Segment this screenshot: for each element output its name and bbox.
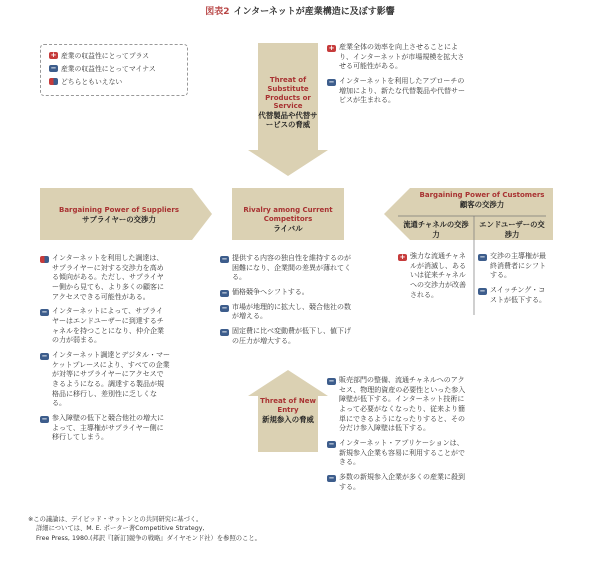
substitutes-label bbox=[258, 76, 318, 130]
figure-title-text: インターネットが産業構造に及ぼす影響 bbox=[233, 7, 395, 17]
footnote-line: Free Press, 1980.(邦訳『[新訂]競争の戦略』ダイヤモンド社）を参照のこと。 bbox=[36, 534, 261, 542]
legend-label: 産業の収益性にとってプラス bbox=[61, 52, 150, 60]
minus-icon: − bbox=[41, 414, 48, 423]
bullet-item bbox=[40, 254, 170, 302]
legend-label: どちらともいえない bbox=[61, 78, 123, 86]
plus-icon: + bbox=[399, 253, 406, 261]
plus-icon: + bbox=[50, 50, 57, 59]
minus-icon: − bbox=[479, 286, 486, 295]
bullet-text: 交渉の主導権が最終消費者にシフトする。 bbox=[490, 252, 546, 280]
bullet-item bbox=[398, 252, 472, 300]
legend-label: 産業の収益性にとってマイナス bbox=[61, 65, 156, 73]
new-entry-label bbox=[258, 397, 318, 424]
suppliers-label bbox=[44, 206, 194, 224]
bullet-item bbox=[327, 43, 467, 72]
minus-icon: − bbox=[221, 255, 228, 263]
bullet-item bbox=[220, 288, 352, 298]
bullet-item bbox=[327, 376, 467, 434]
minus-icon: − bbox=[221, 288, 228, 297]
rivalry-en: Rivalry among Current Competitors bbox=[243, 206, 333, 223]
new-entry-en: Threat of New Entry bbox=[260, 397, 316, 414]
bullet-item bbox=[40, 351, 170, 409]
new-entry-ja: 新規参入の脅威 bbox=[262, 414, 314, 424]
bullet-text: 強力な流通チャネルが消滅し、あるいは従来チャネルへの交渉力が改善される。 bbox=[410, 252, 466, 299]
plus-minus-icon bbox=[40, 256, 49, 263]
customers-ja: 顧客の交渉力 bbox=[459, 199, 505, 209]
bullet-text: 提供する内容の独自性を維持するのが困難になり、企業間の差異が薄れてくる。 bbox=[232, 254, 351, 282]
bullet-text: スイッチング・コストが低下する。 bbox=[490, 285, 546, 304]
figure-number: 図表2 bbox=[205, 7, 230, 17]
minus-icon: − bbox=[328, 377, 335, 385]
minus-icon: − bbox=[41, 308, 48, 317]
bullet-item bbox=[478, 286, 550, 305]
substitutes-en: Threat of Substitute Products or Service bbox=[265, 76, 311, 111]
customers-channel-bullets bbox=[398, 252, 472, 300]
bullet-item bbox=[220, 327, 352, 346]
minus-icon: − bbox=[221, 327, 228, 336]
minus-icon: − bbox=[328, 77, 335, 86]
minus-icon: − bbox=[328, 439, 335, 448]
bullet-text: 販売部門の整備、流通チャネルへのアクセス、物理的資産の必要性といった参入障壁が低下する。インターネット技術によって必要がなくなったり、従来より簡単にできるようになったりすると、その分だけ参入障壁は低下する。 bbox=[339, 376, 466, 433]
minus-icon: − bbox=[328, 473, 335, 482]
bullet-item bbox=[220, 254, 352, 283]
rivalry-bullets bbox=[220, 254, 352, 346]
bullet-text: インターネットによって、サプライヤーはエンドユーザーに到達するチャネルを持つことになり、仲介企業の力が弱まる。 bbox=[52, 307, 164, 345]
bullet-text: 固定費に比べ変動費が低下し、値下げの圧力が増大する。 bbox=[232, 326, 351, 345]
bullet-item bbox=[327, 473, 467, 492]
bullet-text: 産業全体の効率を向上させることにより、インターネットが市場規模を拡大させる可能性がある。 bbox=[339, 43, 465, 71]
channel-column-header: 流通チャネルの交渉力 bbox=[403, 220, 469, 239]
footnote-line: 詳細については、M. E. ポーター著Competitive Strategy, bbox=[36, 525, 205, 533]
plus-icon: + bbox=[328, 44, 335, 52]
end-user-column-header: エンドユーザーの交渉力 bbox=[479, 220, 545, 239]
bullet-text: 多数の新規参入企業が多くの産業に殺到する。 bbox=[339, 472, 465, 491]
minus-icon: − bbox=[50, 63, 57, 72]
suppliers-bullets bbox=[40, 254, 170, 443]
customers-en: Bargaining Power of Customers bbox=[419, 191, 545, 199]
bullet-item bbox=[478, 252, 550, 281]
footnote-line: ※この議論は、デイビッド・サットンとの共同研究に基づく。 bbox=[28, 516, 203, 523]
rivalry-ja: ライバル bbox=[273, 223, 303, 233]
suppliers-en: Bargaining Power of Suppliers bbox=[58, 206, 179, 214]
suppliers-ja: サプライヤーの交渉力 bbox=[82, 214, 156, 224]
footnote bbox=[28, 515, 568, 543]
bullet-item bbox=[40, 307, 170, 346]
bullet-text: 価格競争へシフトする。 bbox=[232, 287, 309, 296]
rivalry-label bbox=[232, 206, 344, 233]
bullet-text: インターネットを利用したアプローチの増加により、新たな代替製品や代替サービスが生まれる。 bbox=[339, 76, 465, 105]
new-entry-bullets bbox=[327, 376, 467, 492]
substitutes-ja: 代替製品や代替サービスの脅威 bbox=[258, 111, 318, 130]
bullet-item bbox=[220, 303, 352, 322]
substitutes-bullets bbox=[327, 43, 467, 106]
bullet-text: インターネットを利用した調達は、サプライヤーに対する交渉力を高める傾向がある。ただし、サプライヤー側から見ても、より多くの顧客にアクセスできる可能性がある。 bbox=[52, 254, 164, 301]
customers-end-user-bullets bbox=[478, 252, 550, 305]
bullet-text: 市場が地理的に拡大し、競合他社の数が増える。 bbox=[232, 302, 351, 321]
minus-icon: − bbox=[479, 253, 486, 261]
bullet-item bbox=[327, 439, 467, 468]
customers-label bbox=[412, 191, 552, 209]
bullet-item bbox=[327, 77, 467, 106]
bullet-text: インターネット調達とデジタル・マーケットプレースにより、すべての企業が対等にサプライヤーにアクセスできるようになる。調達する製品が規格品に移行し、差別性に乏しくなる。 bbox=[52, 350, 170, 408]
bullet-text: インターネット・アプリケーションは、新規参入企業も容易に利用することができる。 bbox=[339, 438, 465, 467]
bullet-item bbox=[40, 414, 170, 443]
minus-icon: − bbox=[41, 351, 48, 360]
bullet-text: 参入障壁の低下と競合他社の増大によって、主導権がサプライヤー側に移行してしまう。 bbox=[52, 413, 164, 442]
minus-icon: − bbox=[221, 303, 228, 312]
